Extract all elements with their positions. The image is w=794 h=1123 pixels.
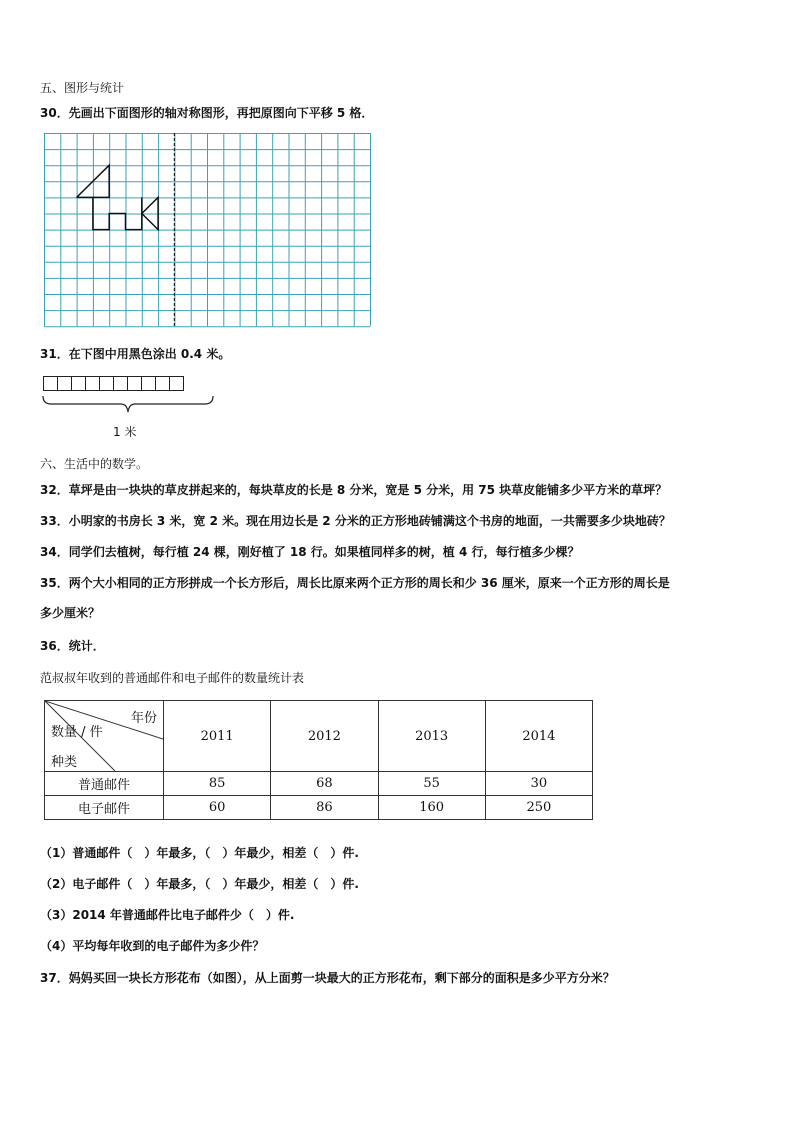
header-year: 年份 — [130, 711, 157, 726]
table-cell: 30 — [485, 772, 592, 796]
table-caption: 范叔叔年收到的普通邮件和电子邮件的数量统计表 — [40, 671, 305, 685]
symmetry-grid — [44, 133, 372, 328]
question-36-4: （4）平均每年收到的电子邮件为多少件？ — [40, 939, 265, 953]
row-label: 普通邮件 — [45, 772, 164, 796]
header-kind: 种类 — [51, 755, 78, 770]
table-cell: 160 — [378, 796, 485, 820]
question-36-2: （2）电子邮件（ ）年最多，（ ）年最少，相差（ ）件. — [40, 877, 359, 891]
table-cell: 86 — [271, 796, 378, 820]
question-37: 37．妈妈买回一块长方形花布（如图），从上面剪一块最大的正方形花布，剩下部分的面积是多少平方分米？ — [40, 971, 615, 985]
question-32: 32．草坪是由一块块的草皮拼起来的，每块草皮的长是 8 分米，宽是 5 分米，用 75 块草皮能铺多少平方米的草坪？ — [40, 483, 668, 497]
question-36-3: （3）2014 年普通邮件比电子邮件少（ ）件. — [40, 908, 295, 922]
table-cell: 85 — [164, 772, 271, 796]
question-31: 31．在下图中用黑色涂出 0.4 米。 — [40, 347, 231, 361]
year-header: 2013 — [378, 701, 485, 772]
row-label: 电子邮件 — [45, 796, 164, 820]
section-5-title: 五、图形与统计 — [40, 81, 125, 95]
bar-cell — [155, 376, 170, 391]
bar-cell — [85, 376, 100, 391]
question-36-1: （1）普通邮件（ ）年最多，（ ）年最少，相差（ ）件. — [40, 846, 359, 860]
diagonal-header — [45, 701, 164, 772]
bar-cell — [71, 376, 86, 391]
bar-cell — [43, 376, 58, 391]
year-header: 2014 — [485, 701, 592, 772]
grid-figure — [44, 133, 372, 328]
table-cell: 60 — [164, 796, 271, 820]
bar-cell — [57, 376, 72, 391]
question-34: 34．同学们去植树，每行植 24 棵，刚好植了 18 行。如果植同样多的树，植 4 行，每行植多少棵？ — [40, 545, 580, 559]
table-cell: 55 — [378, 772, 485, 796]
table-cell: 68 — [271, 772, 378, 796]
section-6-title: 六、生活中的数学。 — [40, 457, 149, 471]
table-cell: 250 — [485, 796, 592, 820]
table-row — [45, 772, 593, 796]
question-35-line2: 多少厘米？ — [40, 606, 101, 620]
meter-label: 1 米 — [113, 425, 137, 439]
meter-bar — [43, 376, 183, 392]
question-35-line1: 35．两个大小相同的正方形拼成一个长方形后，周长比原来两个正方形的周长和少 36 厘米，原来一个正方形的周长是 — [40, 576, 670, 590]
year-header: 2011 — [164, 701, 271, 772]
bar-cell — [113, 376, 128, 391]
mail-stats-table — [44, 700, 593, 820]
triangle-shape — [77, 165, 110, 197]
header-qty: 数量 / 件 — [51, 725, 103, 740]
year-header: 2012 — [271, 701, 378, 772]
brace-icon — [41, 394, 217, 416]
question-36: 36．统计． — [40, 639, 105, 653]
bar-cell — [99, 376, 114, 391]
bar-cell — [127, 376, 142, 391]
table-row — [45, 796, 593, 820]
question-33: 33．小明家的书房长 3 米，宽 2 米。现在用边长是 2 分米的正方形地砖铺满这个书房的地面，一共需要多少块地砖？ — [40, 514, 671, 528]
question-30: 30．先画出下面图形的轴对称图形，再把原图向下平移 5 格． — [40, 106, 374, 120]
bar-cell — [141, 376, 156, 391]
bar-cell — [169, 376, 184, 391]
